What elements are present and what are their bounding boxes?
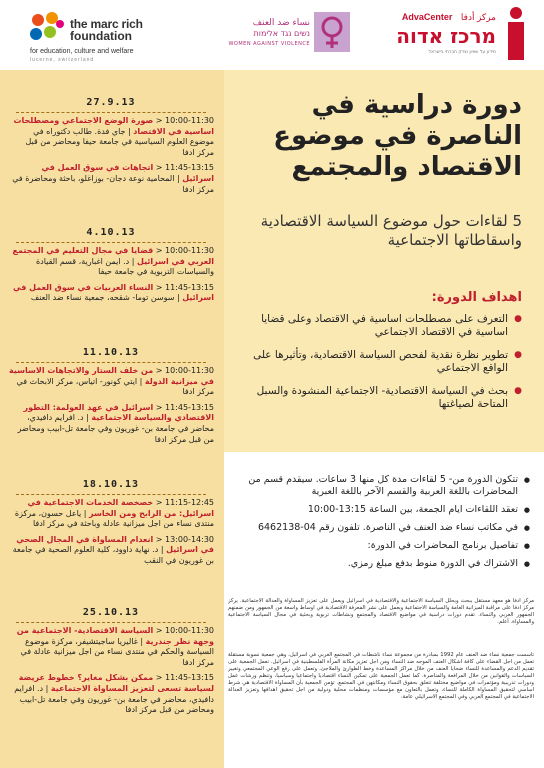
session-speaker: | ياعل حسون، مركزة منتدى نساء من اجل ميزانية عادلة وباحثة في مركز ادفا	[14, 508, 214, 529]
session-topic: صورة الوضع الاجتماعي ومصطلحات اساسية في الاقتصاد	[13, 116, 214, 136]
session-time: 11:15-12:45	[165, 498, 214, 507]
schedule-column	[0, 70, 224, 768]
session-time: 11:45-13:15	[165, 282, 214, 292]
session-time: 13:00-14:30	[165, 534, 214, 544]
info-item: ● تفاصيل برنامج المحاضرات في الدورة:	[230, 540, 530, 552]
session	[8, 535, 214, 567]
info-item: ● تعقد اللقاءات ايام الجمعة، بين الساعة 13:15-10:00	[230, 504, 530, 516]
goal-item: ● التعرف على مصطلحات اساسية في الاقتصاد وعلى قضايا اساسية في الاقتصاد الاجتماعي	[232, 313, 522, 339]
schedule-date: 27.9.13	[86, 97, 136, 108]
goal-item: ● تطوير نظرة نقدية لفحص السياسة الاقتصادية، وتأثيرها على الواقع الاجتماعي	[232, 349, 522, 375]
goal-item: ● بحث في السياسة الاقتصادية- الاجتماعية المنشودة والسبل المتاحة لصياغتها	[232, 385, 522, 411]
session-speaker: | جاي فدة. طالب دكتوراه في موضوع العلوم السياسية في جامعة حيفا ومحاضر من قبل مركز ادفا	[25, 126, 214, 157]
goals-list	[232, 313, 522, 421]
session-time: 11:45-13:15	[165, 673, 214, 683]
session	[8, 673, 214, 715]
mrf-line3: for education, culture and welfare	[30, 48, 134, 55]
session-time: 11:45-13:15	[165, 402, 214, 412]
schedule-date: 11.10.13	[82, 347, 140, 358]
session-time: 10:00-11:30	[165, 626, 214, 635]
session-topic: اسرائيل في عهد العولمة: التطور الاقتصادي والسياسة الاجتماعية	[23, 402, 214, 423]
date-divider	[16, 494, 206, 495]
session-speaker: | المحامية نوعة دجان- بوزاغلو، باحثة ومحاضرة في مركز ادفا	[12, 173, 214, 194]
session-topic: من خلف الستار والاتجاهات الاساسية في ميزانية الدولة	[9, 366, 214, 386]
session	[8, 246, 214, 278]
session-topic: قضايا في مجال التعليم في المجتمع العربي في اسرائيل	[12, 246, 214, 266]
session	[8, 163, 214, 195]
adva-about-text: مركز ادفا هو معهد مستقل يبحث ويحلل السياسة الاجتماعية والاقتصادية في اسرائيل ويعمل على تعزيز المساواة والعدالة الاجتماعية. يركز مركز ادفا على مراقبة الميزانية العامة والسياسة الاجتماعية ويعمل على نشر المعرفة الاقتصادية في اوساط واسعة من الجمهور ومن ضمنهم الجمهور العربي والنساء. تقدم دورات دراسية في مواضيع الاقتصاد والمجتمع ونشاطات تربوية وبحثية في مجال السياسة الاجتماعية والمساواة. أعلم.	[228, 598, 534, 625]
adva-hebrew-name: מרכז אדוה	[396, 24, 496, 48]
session	[8, 116, 214, 158]
arrow-icon: <	[153, 246, 163, 255]
arrow-icon: <	[153, 163, 163, 173]
wav-hebrew-name: נשים נגד אלימות	[253, 29, 310, 38]
session-speaker: | د. افرايم دافيدي، محاضر في جامعة بن- غوريون وفي جامعة تل-ابيب ومحاضر من قبل مركز ادفا	[14, 683, 214, 715]
session-topic: خصخصة الخدمات الاجتماعية في اسرائيل: من الرابح ومن الخاسر	[27, 498, 214, 518]
wav-about-text: تأسست جمعية نساء ضد العنف عام 1992 بمبادرة من مجموعة نساء ناشطات في المجتمع العربي في اسرائيل، وهي جمعية نسوية مستقلة تعمل من اجل القضاء على كافة اشكال العنف الموجه ضد النساء ومن اجل تعزيز مكانة المرأة الفلسطينية في اسرائيل. تعمل الجمعية على تقديم الدعم والمساعدة للنساء ضحايا العنف من خلال مراكز المساعدة وخط الطوارئ والملاجئ، وتعمل على رفع الوعي المجتمعي وتغيير السياسات والقوانين من خلال المرافعة والمناصرة. كما تعمل الجمعية على تمكين النساء اقتصاديا واجتماعيا وسياسيا، وتنظم ورشات عمل ودورات تدريبية ومؤتمرات في مواضيع مختلفة تتعلق بحقوق النساء ومكانتهن في المجتمع. تؤمن الجمعية بأن المساواة الاقتصادية هي شرط اساسي لتحقيق المساواة الكاملة للنساء، وتعمل بالتعاون مع مؤسسات ومنظمات محلية ودولية من اجل تحقيق اهدافها وتعزيز العدالة الاجتماعية في المجتمع العربي وفي المجتمع الاسرائيلي عامة.	[228, 652, 534, 700]
adva-name-en: AdvaCenter	[401, 12, 453, 22]
session	[8, 366, 214, 398]
schedule-date: 18.10.13	[82, 479, 140, 490]
session	[8, 283, 214, 304]
session-speaker: | د. ايمن اغبارية، قسم القيادة والسياسات التربوية في جامعة حيفا	[35, 256, 214, 277]
session-time: 10:00-11:30	[165, 366, 214, 375]
wav-english-name: WOMEN AGAINST VIOLENCE	[228, 41, 310, 47]
info-item: ● تتكون الدورة من- 5 لقاءات مدة كل منها 3 ساعات. سيقدم قسم من المحاضرات باللغة العربية والقسم الآخر باللغة العبرية	[230, 474, 530, 498]
course-info-list	[230, 474, 530, 576]
mrf-line2: foundation	[70, 29, 132, 43]
arrow-icon: <	[153, 402, 163, 412]
page-header	[0, 0, 544, 68]
main-column	[224, 70, 544, 768]
venus-symbol-icon	[314, 12, 350, 52]
arrow-icon: <	[153, 626, 163, 635]
session	[8, 626, 214, 668]
session-speaker: | سوسن توما- شقحه، جمعية نساء ضد العنف	[30, 293, 180, 303]
adva-i-icon	[502, 6, 530, 60]
session-topic: ممكن بشكل مغاير؟ خطوط عريضة لسياسة تسعى لتعزيز المساواة الاجتماعية	[18, 673, 214, 693]
schedule-block	[0, 478, 224, 572]
session-topic: السياسة الاقتصادية- الاجتماعية من وجهة نظر جندرية	[16, 626, 214, 646]
session-topic: النساء العربيات في سوق العمل في اسرائيل	[13, 282, 214, 303]
session-time: 10:00-11:30	[165, 116, 214, 125]
session-speaker: | غاليريا ساجيتشيفر، مركزة موضوع السياسة والحكم في منتدى نساء من اجل ميزانية عادلة في مركز ادفا	[20, 636, 214, 667]
arrow-icon: <	[153, 673, 163, 683]
schedule-block	[0, 606, 224, 721]
arrow-icon: <	[153, 366, 163, 375]
mrf-line4: lucerne, switzerland	[30, 57, 95, 63]
session-topic: اتجاهات في سوق العمل في اسرائيل	[41, 163, 214, 183]
date-divider	[16, 112, 206, 113]
arrow-icon: <	[153, 116, 163, 125]
page-subtitle: 5 لقاءات حول موضوع السياسة الاقتصادية واسقاطاتها الاجتماعية	[260, 212, 522, 249]
session-speaker: | د. نهاية داوود، كلية العلوم الصحية في جامعة بن غوريون في النقب	[12, 545, 214, 565]
session	[8, 498, 214, 530]
goals-heading: اهداف الدورة:	[431, 290, 522, 305]
women-against-violence-logo	[210, 12, 350, 58]
date-divider	[16, 622, 206, 623]
adva-name-ar: مركز أدفا	[460, 12, 496, 22]
wav-arabic-name: نساء ضد العنف	[252, 18, 310, 28]
schedule-block	[0, 226, 224, 309]
schedule-date: 4.10.13	[86, 227, 136, 238]
date-divider	[16, 242, 206, 243]
adva-english-name	[402, 12, 496, 23]
date-divider	[16, 362, 206, 363]
arrow-icon: <	[153, 534, 163, 544]
session-time: 10:00-11:30	[165, 246, 214, 255]
session	[8, 403, 214, 445]
info-item: ● الاشتراك في الدورة منوط بدفع مبلغ رمزي.	[230, 558, 530, 570]
marc-rich-dots-icon	[30, 12, 66, 48]
mrf-line1: the marc rich	[70, 17, 143, 31]
marc-rich-foundation-logo	[30, 12, 170, 64]
page-title: دورة دراسية في الناصرة في موضوع الاقتصاد والمجتمع	[273, 90, 522, 182]
schedule-block	[0, 96, 224, 200]
arrow-icon: <	[153, 282, 163, 292]
session-topic: انعدام المساواة في المجال الصحي في اسرائيل	[16, 534, 214, 555]
session-speaker: | ايتي كونور- اتياس، مركز الابحاث في مركز ادفا	[16, 376, 214, 397]
adva-center-logo	[380, 6, 530, 64]
info-item: ● في مكاتب نساء ضد العنف في الناصرة. تلفون رقم 04-6462138	[230, 522, 530, 534]
schedule-date: 25.10.13	[82, 607, 140, 618]
session-speaker: | د. افرايم دافيدي، محاضر في جامعة بن- غوريون وفي جامعة تل-ابيب ومحاضر من قبل مركز ادفا	[17, 413, 214, 444]
arrow-icon: <	[153, 498, 163, 507]
session-time: 11:45-13:15	[165, 163, 214, 173]
adva-tagline: מידע על שוויון וצדק חברתי בישראל	[428, 50, 496, 55]
schedule-block	[0, 346, 224, 450]
